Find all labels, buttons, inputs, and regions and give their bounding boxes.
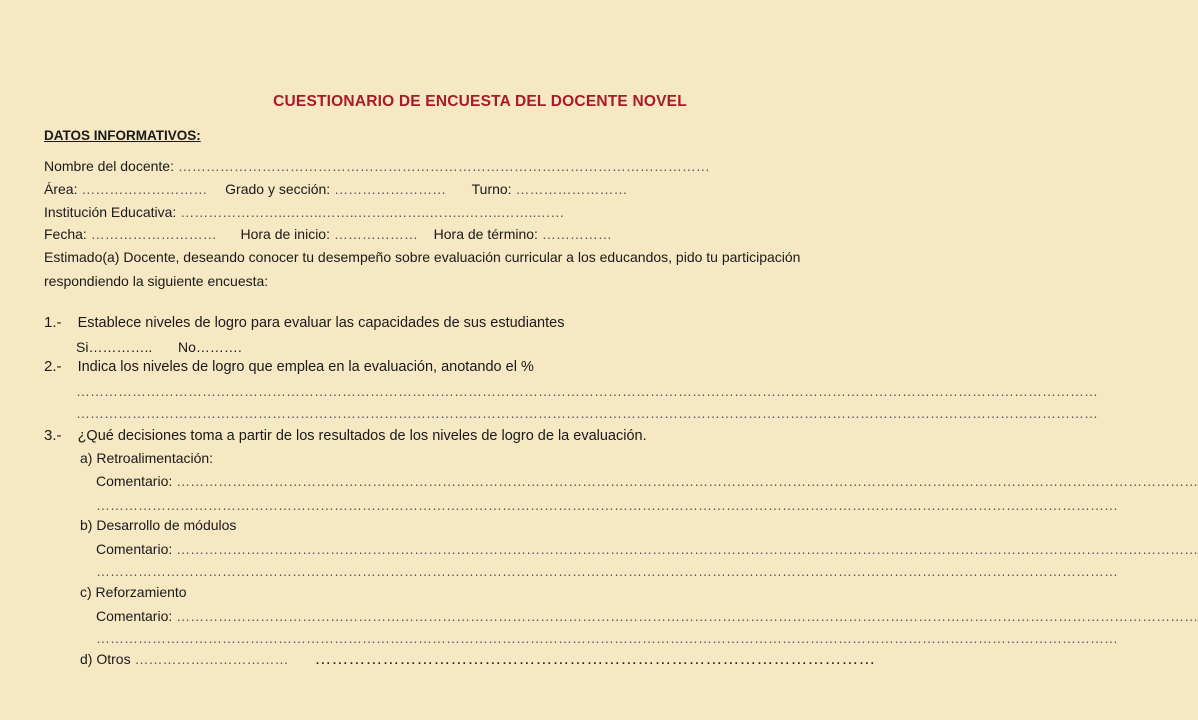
question-2-field-2[interactable]: ………………………………………………………………………………………………………………………………………………………………………………………………… bbox=[76, 405, 1098, 421]
grado-field[interactable]: …………………… bbox=[334, 181, 447, 197]
question-3-text: ¿Qué decisiones toma a partir de los resultados de los niveles de logro de la evaluación. bbox=[77, 428, 647, 444]
option-d-row bbox=[80, 650, 910, 668]
section-heading: DATOS INFORMATIVOS: bbox=[44, 128, 201, 143]
institucion-label: Institución Educativa: bbox=[44, 204, 177, 220]
option-b-label: b) Desarrollo de módulos bbox=[80, 517, 237, 533]
option-a-comment-label: Comentario: bbox=[96, 473, 173, 489]
question-1-text: Establece niveles de logro para evaluar las capacidades de sus estudiantes bbox=[77, 315, 565, 331]
option-b-comment-line-2 bbox=[96, 562, 1118, 580]
question-2-number: 2.- bbox=[44, 358, 62, 375]
fecha-field[interactable]: ……………………… bbox=[90, 226, 217, 242]
answer-no[interactable]: No………. bbox=[178, 339, 242, 355]
page-title: CUESTIONARIO DE ENCUESTA DEL DOCENTE NOVEL bbox=[273, 93, 687, 110]
option-b-comment-label: Comentario: bbox=[96, 541, 173, 557]
option-c-comment-field[interactable]: ………………………………………………………………………………………………………………………………………………………………………………………………… bbox=[176, 608, 1198, 624]
hora-termino-label: Hora de término: bbox=[433, 226, 538, 242]
option-a-comment-row bbox=[96, 472, 1198, 490]
hora-inicio-field[interactable]: ……………… bbox=[333, 226, 418, 242]
question-2-answer-line-1 bbox=[76, 382, 1098, 400]
question-2-text: Indica los niveles de logro que emplea en la evaluación, anotando el % bbox=[77, 359, 534, 375]
area-row bbox=[44, 180, 627, 198]
grado-label: Grado y sección: bbox=[225, 181, 331, 197]
option-d-field-short[interactable]: …………………………… bbox=[134, 651, 289, 667]
docente-label: Nombre del docente: bbox=[44, 158, 174, 174]
answer-si[interactable]: Si………….. bbox=[76, 339, 153, 355]
turno-label: Turno: bbox=[471, 181, 512, 197]
question-1-answers bbox=[76, 338, 242, 356]
option-c-comment-label: Comentario: bbox=[96, 608, 173, 624]
option-a-comment-field-2[interactable]: ………………………………………………………………………………………………………………………………………………………………………………………………… bbox=[96, 497, 1118, 513]
option-a-comment-field[interactable]: ………………………………………………………………………………………………………………………………………………………………………………………………… bbox=[176, 473, 1198, 489]
docente-field[interactable]: …………………………………………………………………………………………………… bbox=[177, 158, 710, 174]
option-a-comment-line-2 bbox=[96, 496, 1118, 514]
question-1-number: 1.- bbox=[44, 314, 62, 331]
option-b-comment-field[interactable]: ………………………………………………………………………………………………………………………………………………………………………………………………… bbox=[176, 541, 1198, 557]
question-2 bbox=[44, 358, 534, 376]
institucion-field[interactable]: …………………..……..……..……..……..……..……..……..…… bbox=[180, 204, 565, 220]
institucion-row bbox=[44, 203, 600, 221]
option-b-comment-row bbox=[96, 540, 1198, 558]
turno-field[interactable]: …………………… bbox=[515, 181, 628, 197]
docente-row bbox=[44, 157, 710, 175]
fecha-row bbox=[44, 225, 622, 243]
intro-line-2: respondiendo la siguiente encuesta: bbox=[44, 273, 269, 289]
hora-termino-field[interactable]: …………… bbox=[541, 226, 612, 242]
option-d-field-long[interactable]: ……………………………………………………………………………………… bbox=[314, 649, 876, 668]
option-d-label: d) Otros bbox=[80, 651, 131, 667]
intro-line-1: Estimado(a) Docente, deseando conocer tu desempeño sobre evaluación curricular a los educandos, pido tu participación bbox=[44, 249, 801, 265]
option-c-label: c) Reforzamiento bbox=[80, 584, 187, 600]
option-c-comment-line-2 bbox=[96, 629, 1118, 647]
hora-inicio-label: Hora de inicio: bbox=[240, 226, 330, 242]
question-2-answer-line-2 bbox=[76, 404, 1098, 422]
area-field[interactable]: ……………………… bbox=[81, 181, 208, 197]
option-c-comment-row bbox=[96, 607, 1198, 625]
option-b-comment-field-2[interactable]: ………………………………………………………………………………………………………………………………………………………………………………………………… bbox=[96, 563, 1118, 579]
option-c-comment-field-2[interactable]: ………………………………………………………………………………………………………………………………………………………………………………………………… bbox=[96, 630, 1118, 646]
option-a-label: a) Retroalimentación: bbox=[80, 450, 214, 466]
question-2-field-1[interactable]: ………………………………………………………………………………………………………………………………………………………………………………………………… bbox=[76, 383, 1098, 399]
fecha-label: Fecha: bbox=[44, 226, 87, 242]
question-3-number: 3.- bbox=[44, 427, 62, 444]
question-1 bbox=[44, 314, 564, 332]
area-label: Área: bbox=[44, 181, 78, 197]
question-3 bbox=[44, 427, 647, 445]
